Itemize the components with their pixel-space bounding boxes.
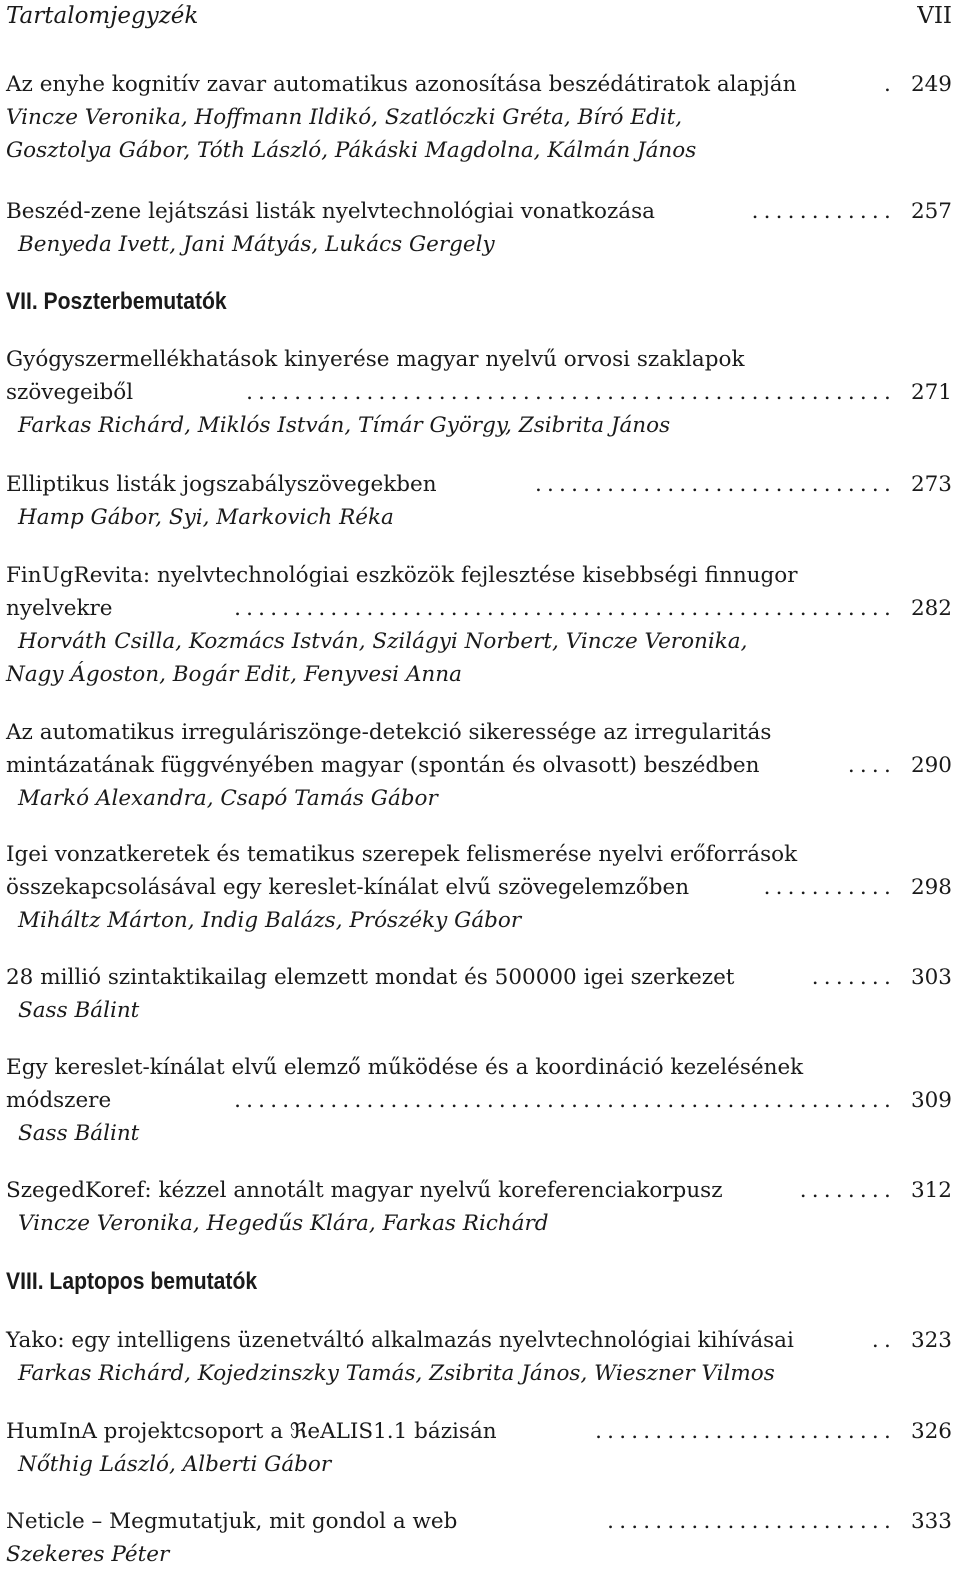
- toc-title-line: [6, 1415, 952, 1448]
- toc-entry-authors: Vincze Veronika, Hoffmann Ildikó, Szatlóczki Gréta, Bíró Edit,: [6, 105, 683, 130]
- toc-entry[interactable]: [6, 1324, 952, 1390]
- toc-title-line: [6, 1324, 952, 1357]
- dot-leader: .......: [811, 965, 896, 990]
- toc-title-line: [6, 838, 952, 871]
- dot-leader: ........: [799, 1178, 896, 1203]
- dot-leader: ............: [751, 199, 896, 224]
- toc-entry-title: SzegedKoref: kézzel annotált magyar nyelvű koreferenciakorpusz: [6, 1178, 723, 1203]
- toc-entry-authors: Horváth Csilla, Kozmács István, Szilágyi Norbert, Vincze Veronika,: [18, 629, 748, 654]
- toc-page-number: 282: [910, 596, 952, 621]
- toc-page-number: 326: [910, 1419, 952, 1444]
- toc-entry[interactable]: [6, 1051, 952, 1150]
- toc-page-number: 298: [910, 875, 952, 900]
- toc-entry-title: nyelvekre: [6, 596, 113, 621]
- toc-entry-title: összekapcsolásával egy kereslet-kínálat elvű szövegelemzőben: [6, 875, 690, 900]
- toc-entry[interactable]: [6, 838, 952, 937]
- toc-entry-title: Neticle – Megmutatjuk, mit gondol a web: [6, 1509, 458, 1534]
- toc-entry-authors: Nőthig László, Alberti Gábor: [18, 1452, 332, 1477]
- toc-entry[interactable]: [6, 559, 952, 691]
- dot-leader: ....: [847, 753, 896, 778]
- toc-entry-authors: Sass Bálint: [18, 998, 140, 1023]
- toc-entry-title: Yako: egy intelligens üzenetváltó alkalmazás nyelvtechnológiai kihívásai: [6, 1328, 794, 1353]
- toc-entry-authors: Markó Alexandra, Csapó Tamás Gábor: [18, 786, 438, 811]
- toc-entry-authors: Farkas Richárd, Kojedzinszky Tamás, Zsibrita János, Wieszner Vilmos: [18, 1361, 775, 1386]
- toc-entry-title: FinUgRevita: nyelvtechnológiai eszközök fejlesztése kisebbségi finnugor: [6, 563, 798, 588]
- toc-entry-title: Gyógyszermellékhatások kinyerése magyar nyelvű orvosi szaklapok: [6, 347, 745, 372]
- toc-entry-title: Igei vonzatkeretek és tematikus szerepek felismerése nyelvi erőforrások: [6, 842, 798, 867]
- toc-page-number: 271: [910, 380, 952, 405]
- toc-title-line: [6, 1084, 952, 1117]
- toc-entry-authors: Hamp Gábor, Syi, Markovich Réka: [18, 505, 394, 530]
- toc-entry[interactable]: [6, 68, 952, 167]
- toc-entry-authors: Sass Bálint: [18, 1121, 140, 1146]
- dot-leader: ...........: [763, 875, 896, 900]
- toc-entry[interactable]: [6, 1174, 952, 1240]
- running-head-page-number: VII: [917, 3, 952, 29]
- toc-title-line: [6, 376, 952, 409]
- running-head: [6, 0, 952, 34]
- toc-entry-authors: Benyeda Ivett, Jani Mátyás, Lukács Gergely: [18, 232, 495, 257]
- toc-entry[interactable]: [6, 468, 952, 534]
- dot-leader: .......................................................: [234, 596, 896, 621]
- toc-title-line: [6, 343, 952, 376]
- toc-entry-title: Az enyhe kognitív zavar automatikus azonosítása beszédátiratok alapján: [6, 72, 797, 97]
- dot-leader: .........................: [595, 1419, 896, 1444]
- toc-title-line: [6, 559, 952, 592]
- dot-leader: ..............................: [534, 472, 896, 497]
- toc-entry-title: Az automatikus irreguláriszönge-detekció sikeressége az irregularitás: [6, 720, 772, 745]
- toc-entry[interactable]: [6, 1505, 952, 1571]
- toc-entry-authors: Miháltz Márton, Indig Balázs, Prószéky Gábor: [18, 908, 522, 933]
- dot-leader: ........................: [607, 1509, 896, 1534]
- dot-leader: ......................................................: [246, 380, 896, 405]
- toc-page-number: 273: [910, 472, 952, 497]
- toc-title-line: [6, 871, 952, 904]
- toc-title-line: [6, 749, 952, 782]
- toc-entry-authors: Vincze Veronika, Hegedűs Klára, Farkas Richárd: [18, 1211, 549, 1236]
- toc-entry-title: Elliptikus listák jogszabályszövegekben: [6, 472, 437, 497]
- toc-page-number: 323: [910, 1328, 952, 1353]
- toc-title-line: [6, 195, 952, 228]
- toc-page-number: 303: [910, 965, 952, 990]
- toc-title-line: [6, 1505, 952, 1538]
- toc-entry-title: Beszéd-zene lejátszási listák nyelvtechnológiai vonatkozása: [6, 199, 655, 224]
- toc-entry-authors: Nagy Ágoston, Bogár Edit, Fenyvesi Anna: [6, 662, 462, 687]
- toc-title-line: [6, 1174, 952, 1207]
- toc-entry[interactable]: [6, 343, 952, 442]
- section-heading: VII. Poszterbemutatók: [6, 288, 227, 315]
- toc-title-line: [6, 592, 952, 625]
- toc-entry-title: módszere: [6, 1088, 112, 1113]
- toc-title-line: [6, 1051, 952, 1084]
- toc-page-number: 312: [910, 1178, 952, 1203]
- toc-page: [6, 0, 952, 1581]
- dot-leader: ..: [871, 1328, 896, 1353]
- toc-entry-title: mintázatának függvényében magyar (spontán és olvasott) beszédben: [6, 753, 760, 778]
- dot-leader: .......................................................: [234, 1088, 896, 1113]
- toc-page-number: 309: [910, 1088, 952, 1113]
- toc-entry-title: szövegeiből: [6, 380, 134, 405]
- toc-entry[interactable]: [6, 195, 952, 261]
- toc-entry-authors: Szekeres Péter: [6, 1542, 170, 1567]
- toc-page-number: 333: [910, 1509, 952, 1534]
- toc-entry-title: 28 millió szintaktikailag elemzett mondat és 500000 igei szerkezet: [6, 965, 735, 990]
- toc-page-number: 290: [910, 753, 952, 778]
- toc-title-line: [6, 68, 952, 101]
- toc-title-line: [6, 716, 952, 749]
- toc-entry-title: Egy kereslet-kínálat elvű elemző működése és a koordináció kezelésének: [6, 1055, 804, 1080]
- dot-leader: .: [883, 72, 896, 97]
- toc-entry[interactable]: [6, 961, 952, 1027]
- toc-entry[interactable]: [6, 716, 952, 815]
- toc-entry-authors: Farkas Richárd, Miklós István, Tímár György, Zsibrita János: [18, 413, 671, 438]
- toc-title-line: [6, 468, 952, 501]
- toc-entry-title: HumInA projektcsoport a ℜeALIS1.1 bázisán: [6, 1419, 497, 1444]
- toc-page-number: 257: [910, 199, 952, 224]
- toc-title-line: [6, 961, 952, 994]
- toc-entry-authors: Gosztolya Gábor, Tóth László, Pákáski Magdolna, Kálmán János: [6, 138, 697, 163]
- toc-entry[interactable]: [6, 1415, 952, 1481]
- section-heading: VIII. Laptopos bemutatók: [6, 1268, 258, 1295]
- running-head-title: Tartalomjegyzék: [6, 3, 199, 29]
- toc-page-number: 249: [910, 72, 952, 97]
